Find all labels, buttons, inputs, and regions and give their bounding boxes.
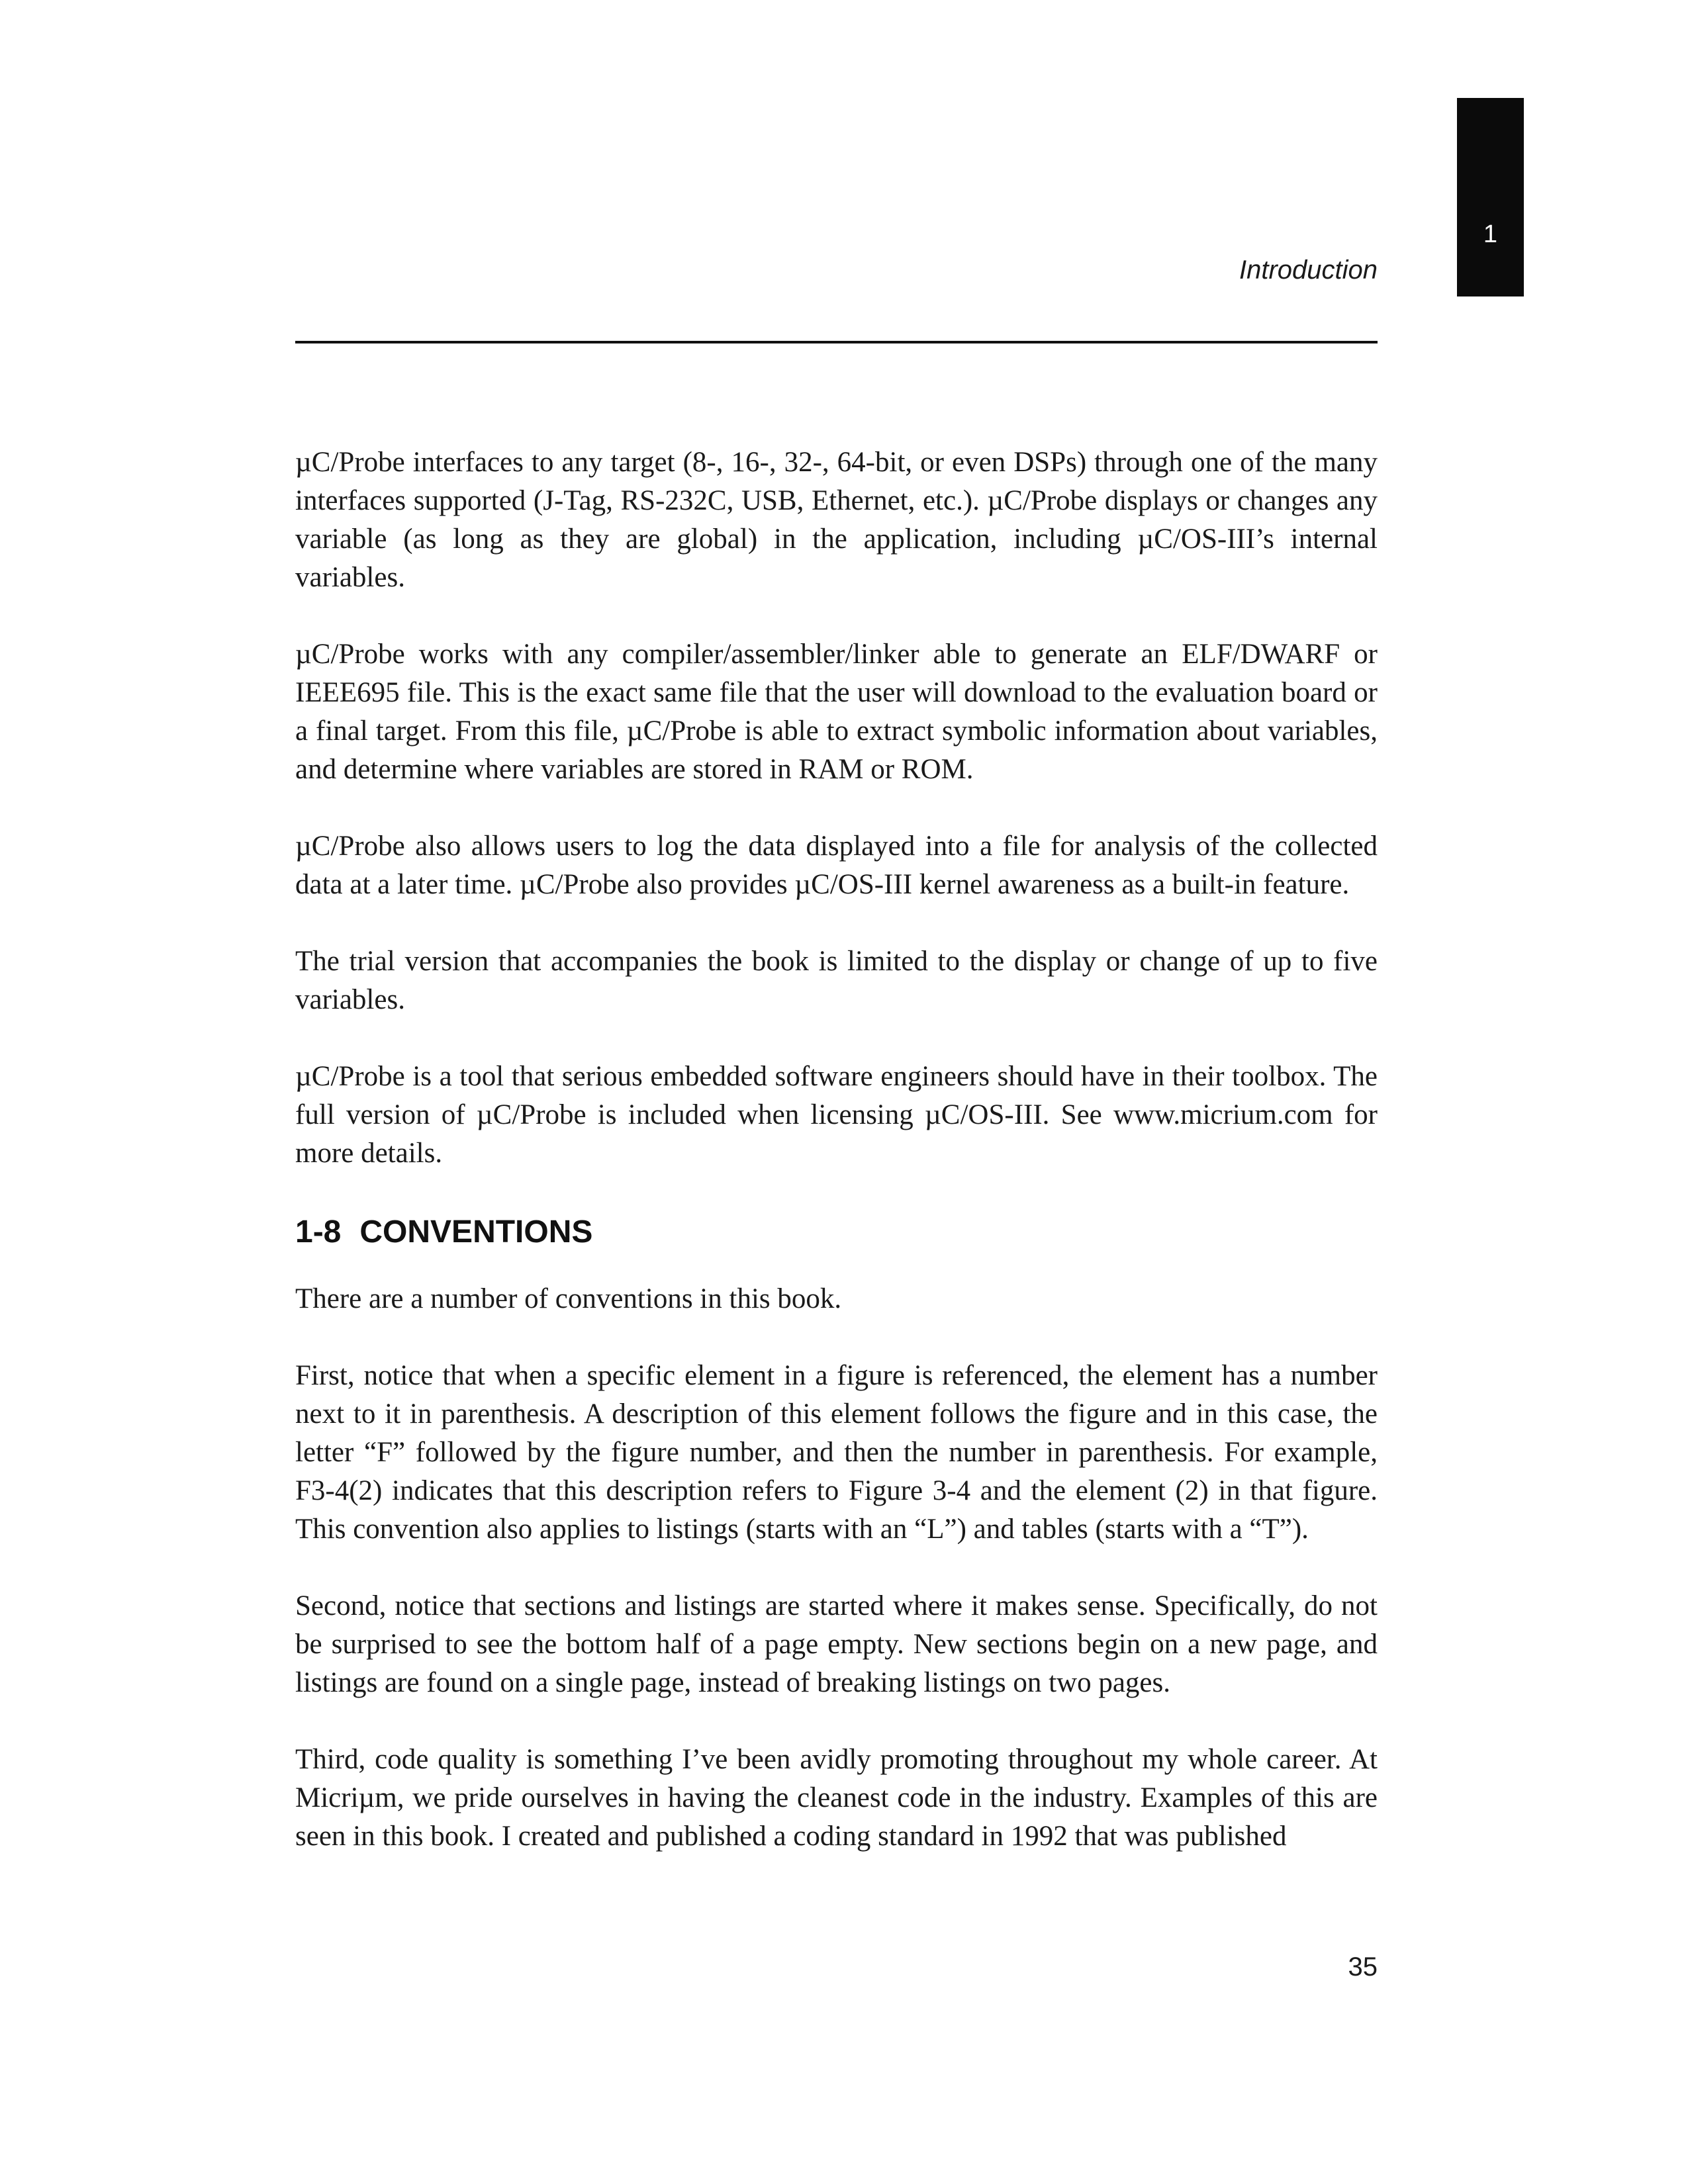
page-body [295, 443, 1378, 1894]
paragraph: First, notice that when a specific element in a figure is referenced, the element has a number next to it in parenthesis. A description of this element follows the figure and in this case, the letter “F” followed by the figure number, and then the number in parenthesis. For example, F3-4(2) indicates that this description refers to Figure 3-4 and the element (2) in that figure. This convention also applies to listings (starts with an “L”) and tables (starts with a “T”). [295, 1360, 1378, 1545]
paragraph: Second, notice that sections and listings are started where it makes sense. Specifically, do not be surprised to see the bottom half of a page empty. New sections begin on a new page, and listings are found on a single page, instead of breaking listings on two pages. [295, 1590, 1378, 1698]
chapter-tab [1457, 98, 1524, 296]
section-title: CONVENTIONS [359, 1214, 593, 1250]
header-rule [295, 341, 1378, 343]
section-heading [295, 1211, 1378, 1253]
paragraph: The trial version that accompanies the book is limited to the display or change of up to five variables. [295, 946, 1378, 1015]
running-header: Introduction [1239, 255, 1378, 285]
page-number: 35 [1348, 1952, 1378, 1981]
paragraph: Third, code quality is something I’ve been avidly promoting throughout my whole career. At Micriµm, we pride ourselves in having the cleanest code in the industry. Examples of this are seen in this book. I created and published a coding standard in 1992 that was published [295, 1744, 1378, 1852]
paragraph: µC/Probe interfaces to any target (8-, 16-, 32-, 64-bit, or even DSPs) through one of the many interfaces supported (J-Tag, RS-232C, USB, Ethernet, etc.). µC/Probe displays or changes any variable (as long as they are global) in the application, including µC/OS-III’s internal variables. [295, 447, 1378, 593]
paragraph: µC/Probe is a tool that serious embedded software engineers should have in their toolbox. The full version of µC/Probe is included when licensing µC/OS-III. See www.micrium.com for more details. [295, 1061, 1378, 1169]
section-number: 1-8 [295, 1214, 342, 1250]
paragraph: µC/Probe also allows users to log the data displayed into a file for analysis of the collected data at a later time. µC/Probe also provides µC/OS-III kernel awareness as a built-in feature. [295, 831, 1378, 900]
paragraph: µC/Probe works with any compiler/assembler/linker able to generate an ELF/DWARF or IEEE695 file. This is the exact same file that the user will download to the evaluation board or a final target. From this file, µC/Probe is able to extract symbolic information about variables, and determine where variables are stored in RAM or ROM. [295, 639, 1378, 785]
chapter-number: 1 [1483, 220, 1498, 248]
paragraph: There are a number of conventions in this book. [295, 1283, 842, 1314]
